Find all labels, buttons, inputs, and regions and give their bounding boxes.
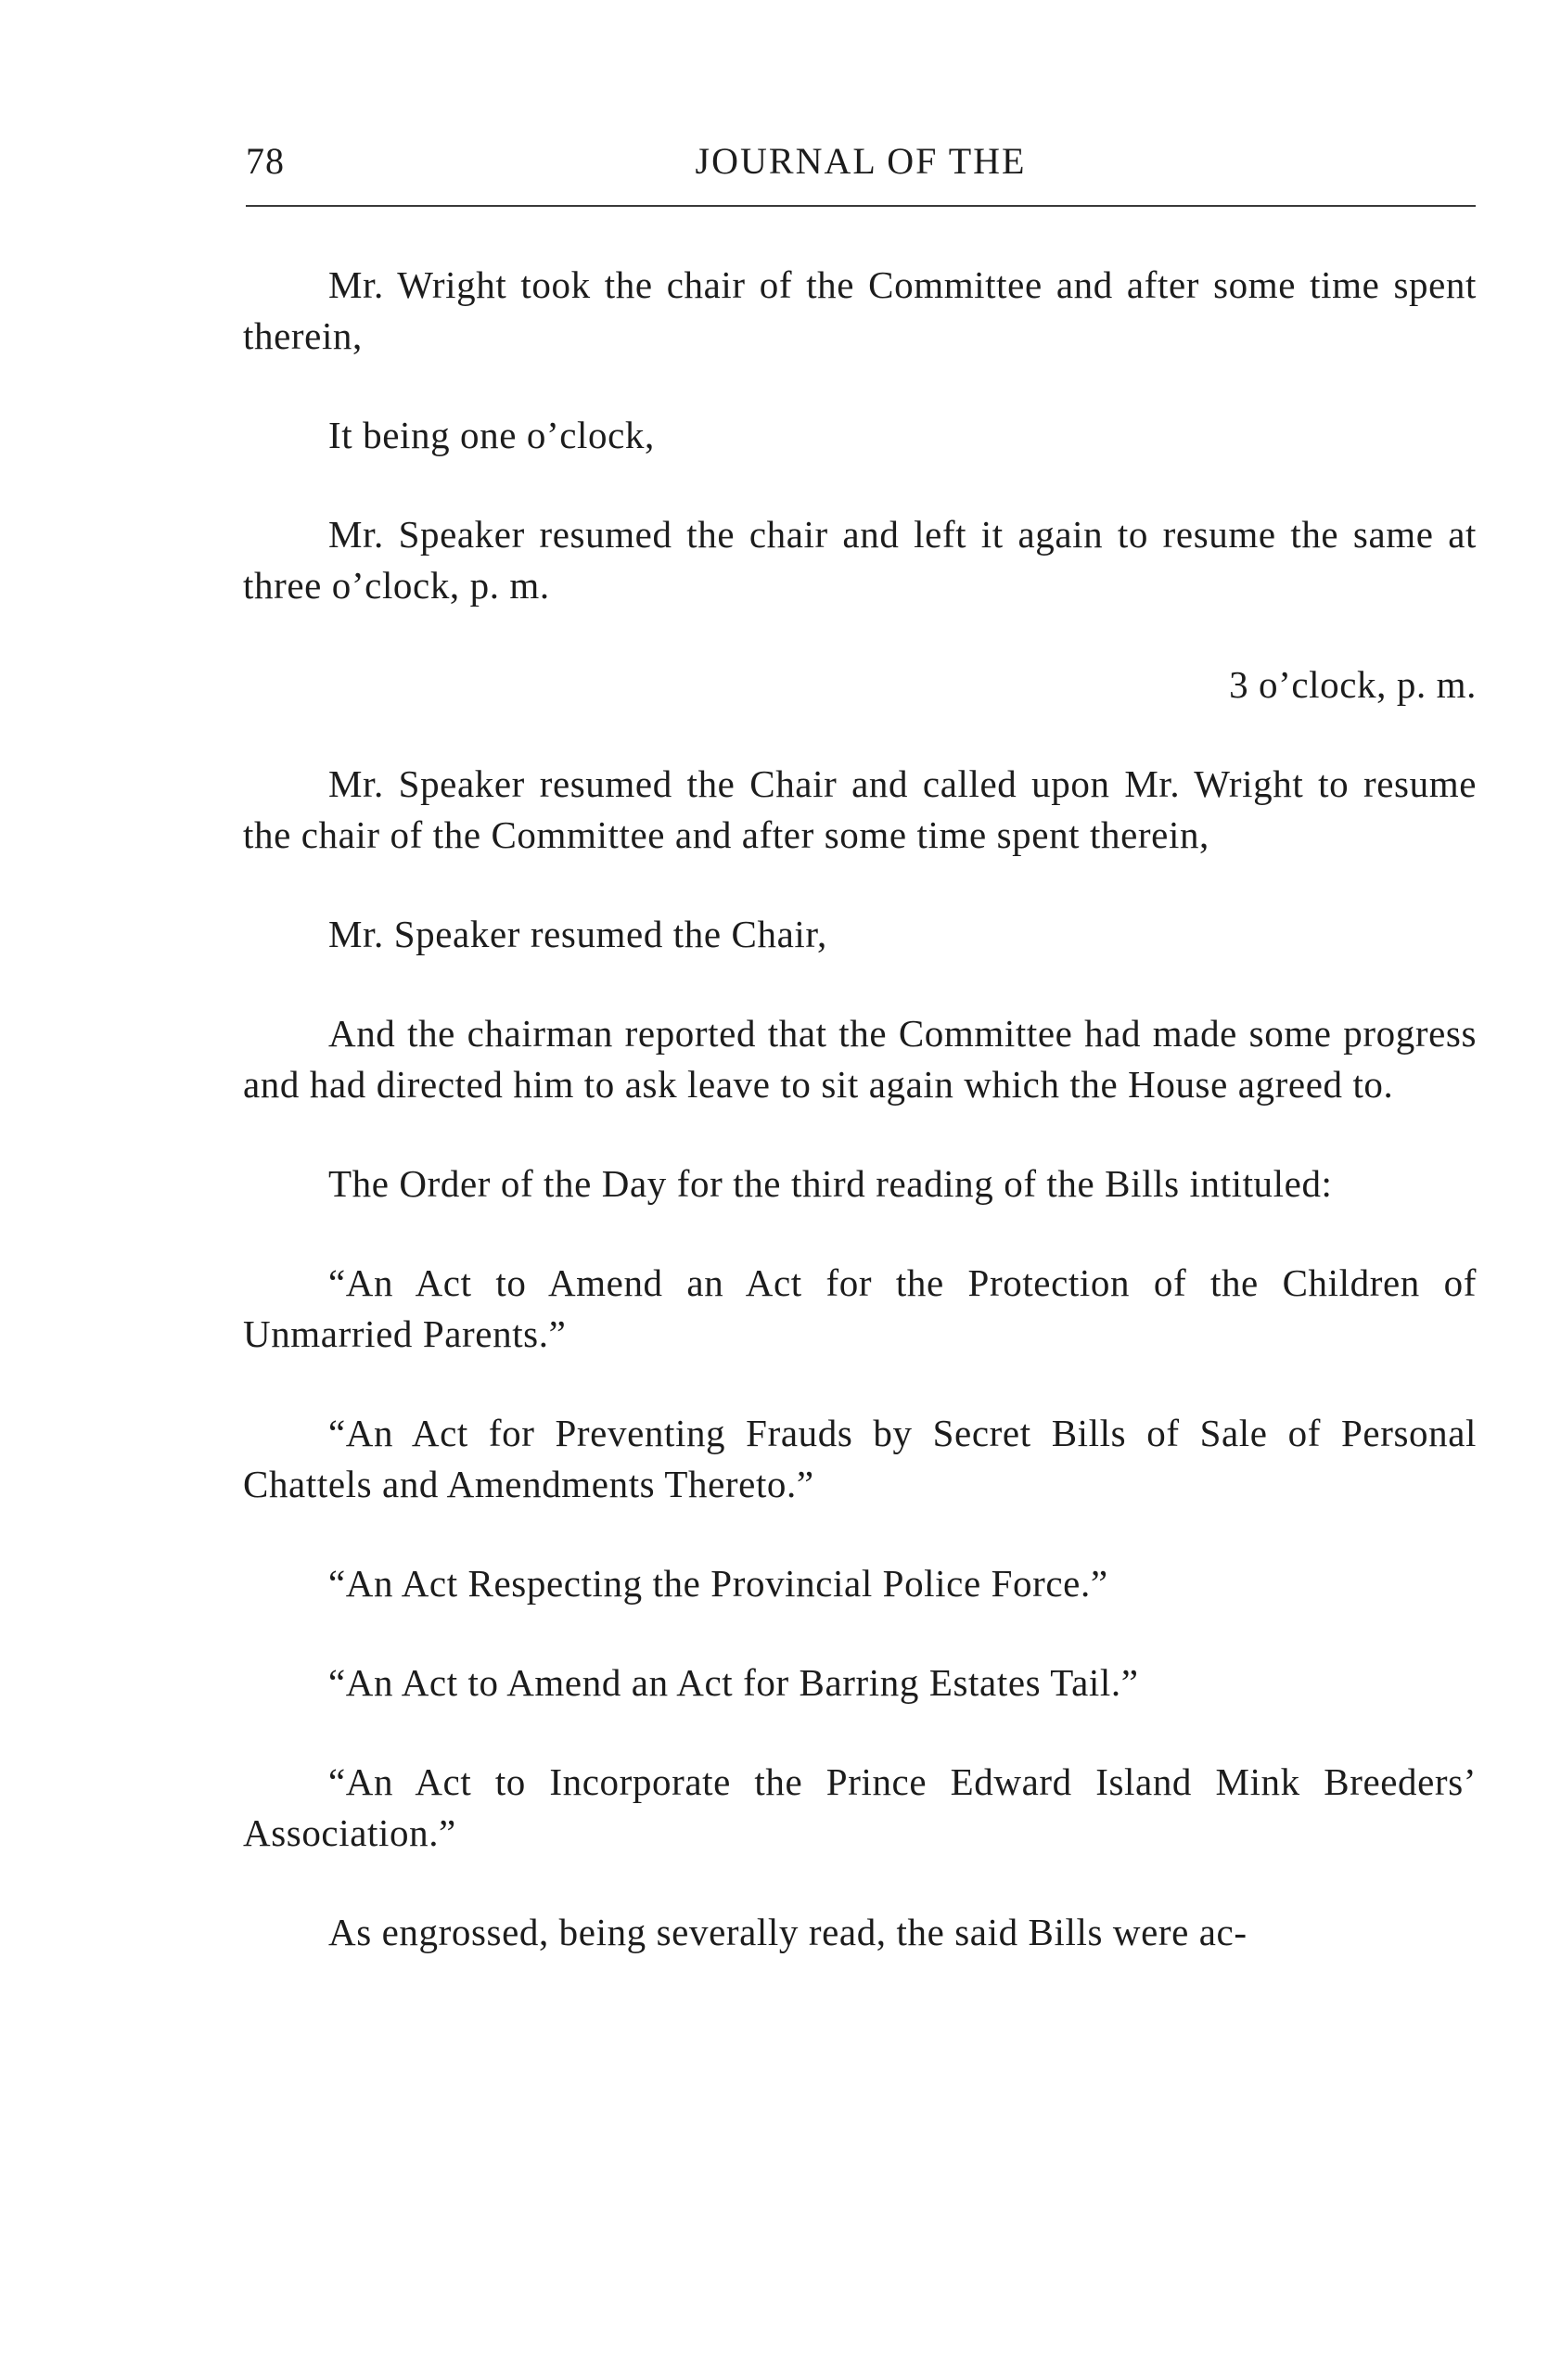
bill-title-children: “An Act to Amend an Act for the Protection of the Children of Unmarried Parents.” bbox=[243, 1261, 1477, 1355]
paragraph-speaker-called-wright: Mr. Speaker resumed the Chair and called upon Mr. Wright to resume the chair of the Committee and after some time spent therein, bbox=[243, 762, 1477, 856]
header-rule bbox=[246, 205, 1476, 207]
bill-title-estates: “An Act to Amend an Act for Barring Estates Tail.” bbox=[328, 1661, 1139, 1704]
page-number: 78 bbox=[246, 140, 285, 182]
paragraph-chairman-reported: And the chairman reported that the Committee had made some progress and had directed him to ask leave to sit again which the House agreed to. bbox=[243, 1012, 1477, 1106]
bill-title-police: “An Act Respecting the Provincial Police Force.” bbox=[328, 1562, 1108, 1605]
paragraph-wright-chair: Mr. Wright took the chair of the Committee and after some time spent therein, bbox=[243, 263, 1477, 357]
paragraph-speaker-resumed: Mr. Speaker resumed the chair and left it again to resume the same at three o’clock, p. m. bbox=[243, 513, 1477, 607]
paragraph-one-oclock: It being one o’clock, bbox=[328, 414, 655, 456]
body-text bbox=[243, 260, 1477, 2006]
bill-title-mink-breeders: “An Act to Incorporate the Prince Edward Island Mink Breeders’ Association.” bbox=[243, 1760, 1477, 1854]
paragraph-order-of-day: The Order of the Day for the third reading of the Bills intituled: bbox=[328, 1162, 1333, 1205]
bill-title-frauds: “An Act for Preventing Frauds by Secret Bills of Sale of Personal Chattels and Amendments Thereto.” bbox=[243, 1412, 1477, 1505]
paragraph-speaker-resumed-chair: Mr. Speaker resumed the Chair, bbox=[328, 913, 827, 955]
time-heading: 3 o’clock, p. m. bbox=[1229, 663, 1477, 706]
running-head: JOURNAL OF THE bbox=[695, 140, 1027, 182]
paragraph-engrossed: As engrossed, being severally read, the said Bills were ac- bbox=[328, 1911, 1248, 1953]
page-header bbox=[246, 139, 1476, 195]
